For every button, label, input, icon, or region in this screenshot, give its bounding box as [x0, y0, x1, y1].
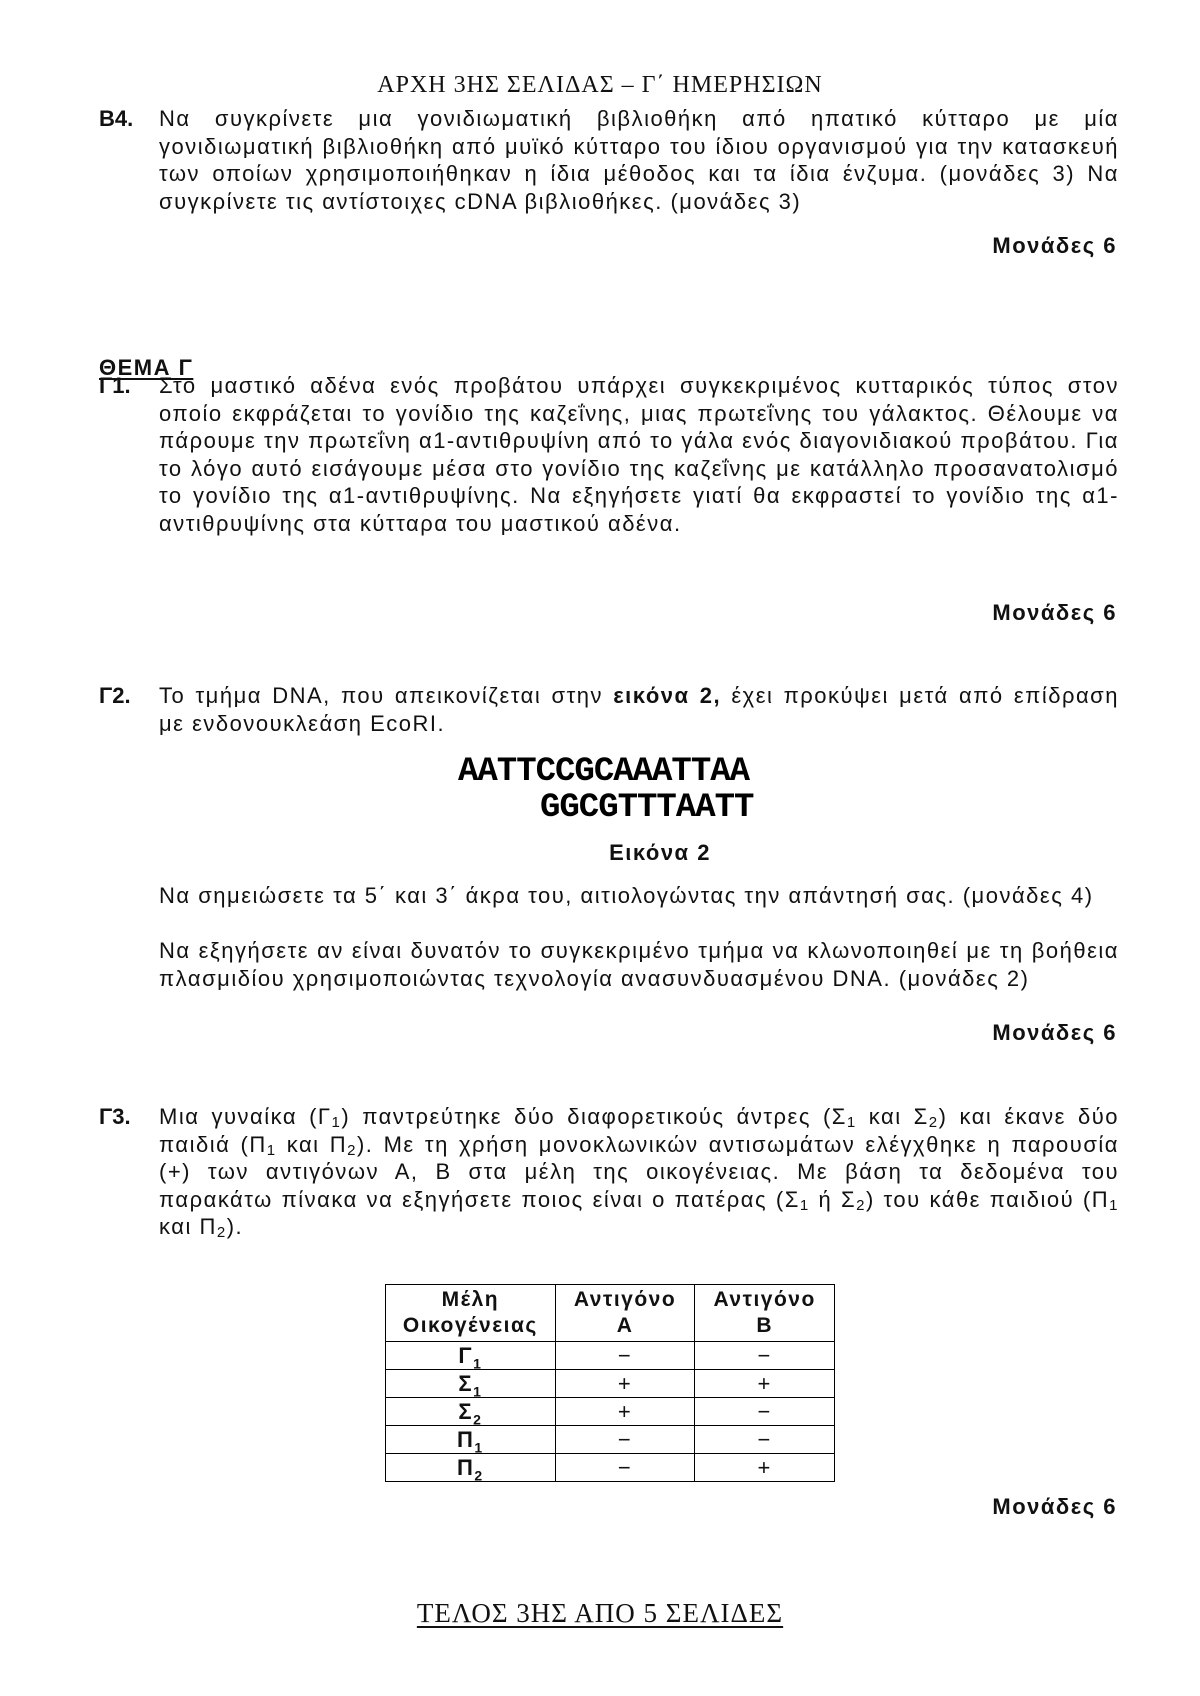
- question-text: Να συγκρίνετε μια γονιδιωματική βιβλιοθήκη από ηπατικό κύτταρο με μία γονιδιωματική βιβλιοθήκη από μυϊκό κύτταρο του ίδιου οργανισμού για την κατασκευή των οποίων χρησιμοποιήθηκαν η ίδια μέθοδος και τα ίδια ένζυμα. (μονάδες 3) Να συγκρίνετε τις αντίστοιχες cDNA βιβλιοθήκες. (μονάδες 3): [159, 106, 1119, 214]
- question-text-part: ). Με τη χρήση μονοκλωνικών αντισωμάτων ελέγχθηκε η παρουσία (+) των αντιγόνων Α, Β στα μέλη της οικογένειας. Με βάση τα δεδομένα του παρακάτω πίνακα να εξηγήσετε ποιος είναι ο πατέρας (Σ: [159, 1131, 1119, 1212]
- question-text-part: ή Σ: [809, 1186, 857, 1212]
- subscript: 1: [331, 1114, 342, 1131]
- question-text-part: ) του κάθε παιδιού (Π: [865, 1186, 1110, 1212]
- figure-reference: εικόνα 2,: [613, 683, 722, 708]
- subscript: 2: [347, 1141, 357, 1159]
- subscript: 1: [846, 1114, 857, 1131]
- question-text: Στο μαστικό αδένα ενός προβάτου υπάρχει συγκεκριμένος κυτταρικός τύπος στον οποίο εκφράζεται το γονίδιο της καζεΐνης, μιας πρωτεΐνης του γάλακτος. Θέλουμε να πάρουμε την πρωτεΐνη α1-αντιθρυψίνη από το γάλα ενός διαγονιδιακού προβάτου. Για το λόγο αυτό εισάγουμε μέσα στο γονίδιο της καζεΐνης με κατάλληλο προσανατολισμό το γονίδιο της α1-αντιθρυψίνης. Να εξηγήσετε γιατί θα εκφραστεί το γονίδιο της α1-αντιθρυψίνης στα κύτταρα του μαστικού αδένα.: [159, 373, 1119, 536]
- dna-strand-bottom: GGCGTTTAATT: [540, 789, 754, 827]
- dna-strand-top: AATTCCGCAAATTAA: [458, 753, 750, 791]
- question-text: [159, 1103, 1119, 1241]
- antigen-a-cell: −: [555, 1342, 695, 1370]
- question-text-part: Μια γυναίκα (Γ: [159, 1104, 332, 1129]
- antigen-a-cell: −: [555, 1454, 695, 1482]
- family-member-cell: $\Pi_1$: [386, 1426, 556, 1454]
- question-text-part: και Π: [159, 1214, 217, 1239]
- question-number: Β4.: [99, 106, 134, 131]
- column-header: Αντιγόνο Α: [555, 1285, 695, 1342]
- antigen-a-cell: +: [555, 1370, 695, 1398]
- family-member-cell: $\Sigma_2$: [386, 1398, 556, 1426]
- question-g1: [99, 372, 1119, 537]
- subscript: 2: [216, 1224, 227, 1241]
- question-text-part: ) παντρεύτηκε δύο διαφορετικούς άντρες (Σ: [341, 1104, 847, 1129]
- marks-g1: Μονάδες 6: [992, 600, 1117, 625]
- antigen-b-cell: −: [695, 1342, 835, 1370]
- subscript: 1: [1109, 1196, 1119, 1214]
- section-title: ΘΕΜΑ Γ: [99, 355, 194, 380]
- subscript: 2: [928, 1114, 939, 1131]
- question-b4: [99, 105, 1119, 215]
- question-number: Γ3.: [99, 1104, 131, 1129]
- question-text: Να εξηγήσετε αν είναι δυνατόν το συγκεκριμένο τμήμα να κλωνοποιηθεί με τη βοήθεια πλασμιδίου χρησιμοποιώντας τεχνολογία ανασυνδυασμένου DNA. (μονάδες 2): [159, 938, 1119, 991]
- question-text-part: Το τμήμα DNA, που απεικονίζεται στην: [159, 683, 614, 708]
- question-text-part: έχει προκύψει μετά από επίδραση με ενδονουκλεάση EcoRI.: [159, 683, 1119, 736]
- family-member-cell: $\Sigma_1$: [386, 1370, 556, 1398]
- antigen-b-cell: −: [695, 1426, 835, 1454]
- table-row: [386, 1454, 835, 1482]
- family-member-cell: $\Pi_2$: [386, 1454, 556, 1482]
- question-g2-part1: [99, 882, 1119, 910]
- marks-b4: Μονάδες 6: [992, 233, 1117, 258]
- page-footer: [0, 1598, 1200, 1629]
- figure-caption: Εικόνα 2: [609, 840, 711, 865]
- table-row: [386, 1342, 835, 1370]
- antigen-b-cell: −: [695, 1398, 835, 1426]
- question-text-part: ).: [226, 1214, 244, 1239]
- question-text: [159, 682, 1119, 737]
- table-body: [386, 1342, 835, 1482]
- table-header-row: [386, 1285, 835, 1342]
- page-header: ΑΡΧΗ 3ΗΣ ΣΕΛΙΔΑΣ – Γ΄ ΗΜΕΡΗΣΙΩΝ: [377, 72, 823, 98]
- question-text-part: και Π: [276, 1131, 348, 1157]
- marks-g3: Μονάδες 6: [992, 1494, 1117, 1519]
- question-text-part: και Σ: [856, 1104, 929, 1129]
- column-header: Αντιγόνο Β: [695, 1285, 835, 1342]
- antigen-b-cell: +: [695, 1370, 835, 1398]
- question-text: Να σημειώσετε τα 5΄ και 3΄ άκρα του, αιτιολογώντας την απάντησή σας. (μονάδες 4): [159, 883, 1094, 908]
- table-row: [386, 1370, 835, 1398]
- question-number: Γ1.: [99, 373, 131, 398]
- question-g3: [99, 1103, 1119, 1241]
- question-g2-part2: [99, 937, 1119, 992]
- question-g2: [99, 682, 1119, 737]
- subscript: 1: [266, 1141, 277, 1159]
- family-antigen-table: [385, 1284, 835, 1482]
- family-member-cell: $\Gamma_1$: [386, 1342, 556, 1370]
- antigen-a-cell: +: [555, 1398, 695, 1426]
- marks-g2: Μονάδες 6: [992, 1020, 1117, 1045]
- column-header: Μέλη Οικογένειας: [386, 1285, 556, 1342]
- footer-text: ΤΕΛΟΣ 3ΗΣ ΑΠΟ 5 ΣΕΛΙΔΕΣ: [416, 1598, 784, 1628]
- table-row: [386, 1398, 835, 1426]
- table-row: [386, 1426, 835, 1454]
- subscript: 2: [856, 1196, 866, 1214]
- antigen-b-cell: +: [695, 1454, 835, 1482]
- antigen-a-cell: −: [555, 1426, 695, 1454]
- subscript: 1: [799, 1196, 810, 1214]
- question-number: Γ2.: [99, 683, 131, 708]
- question-text-part: ) και έκανε δύο παιδιά (Π: [159, 1104, 1119, 1157]
